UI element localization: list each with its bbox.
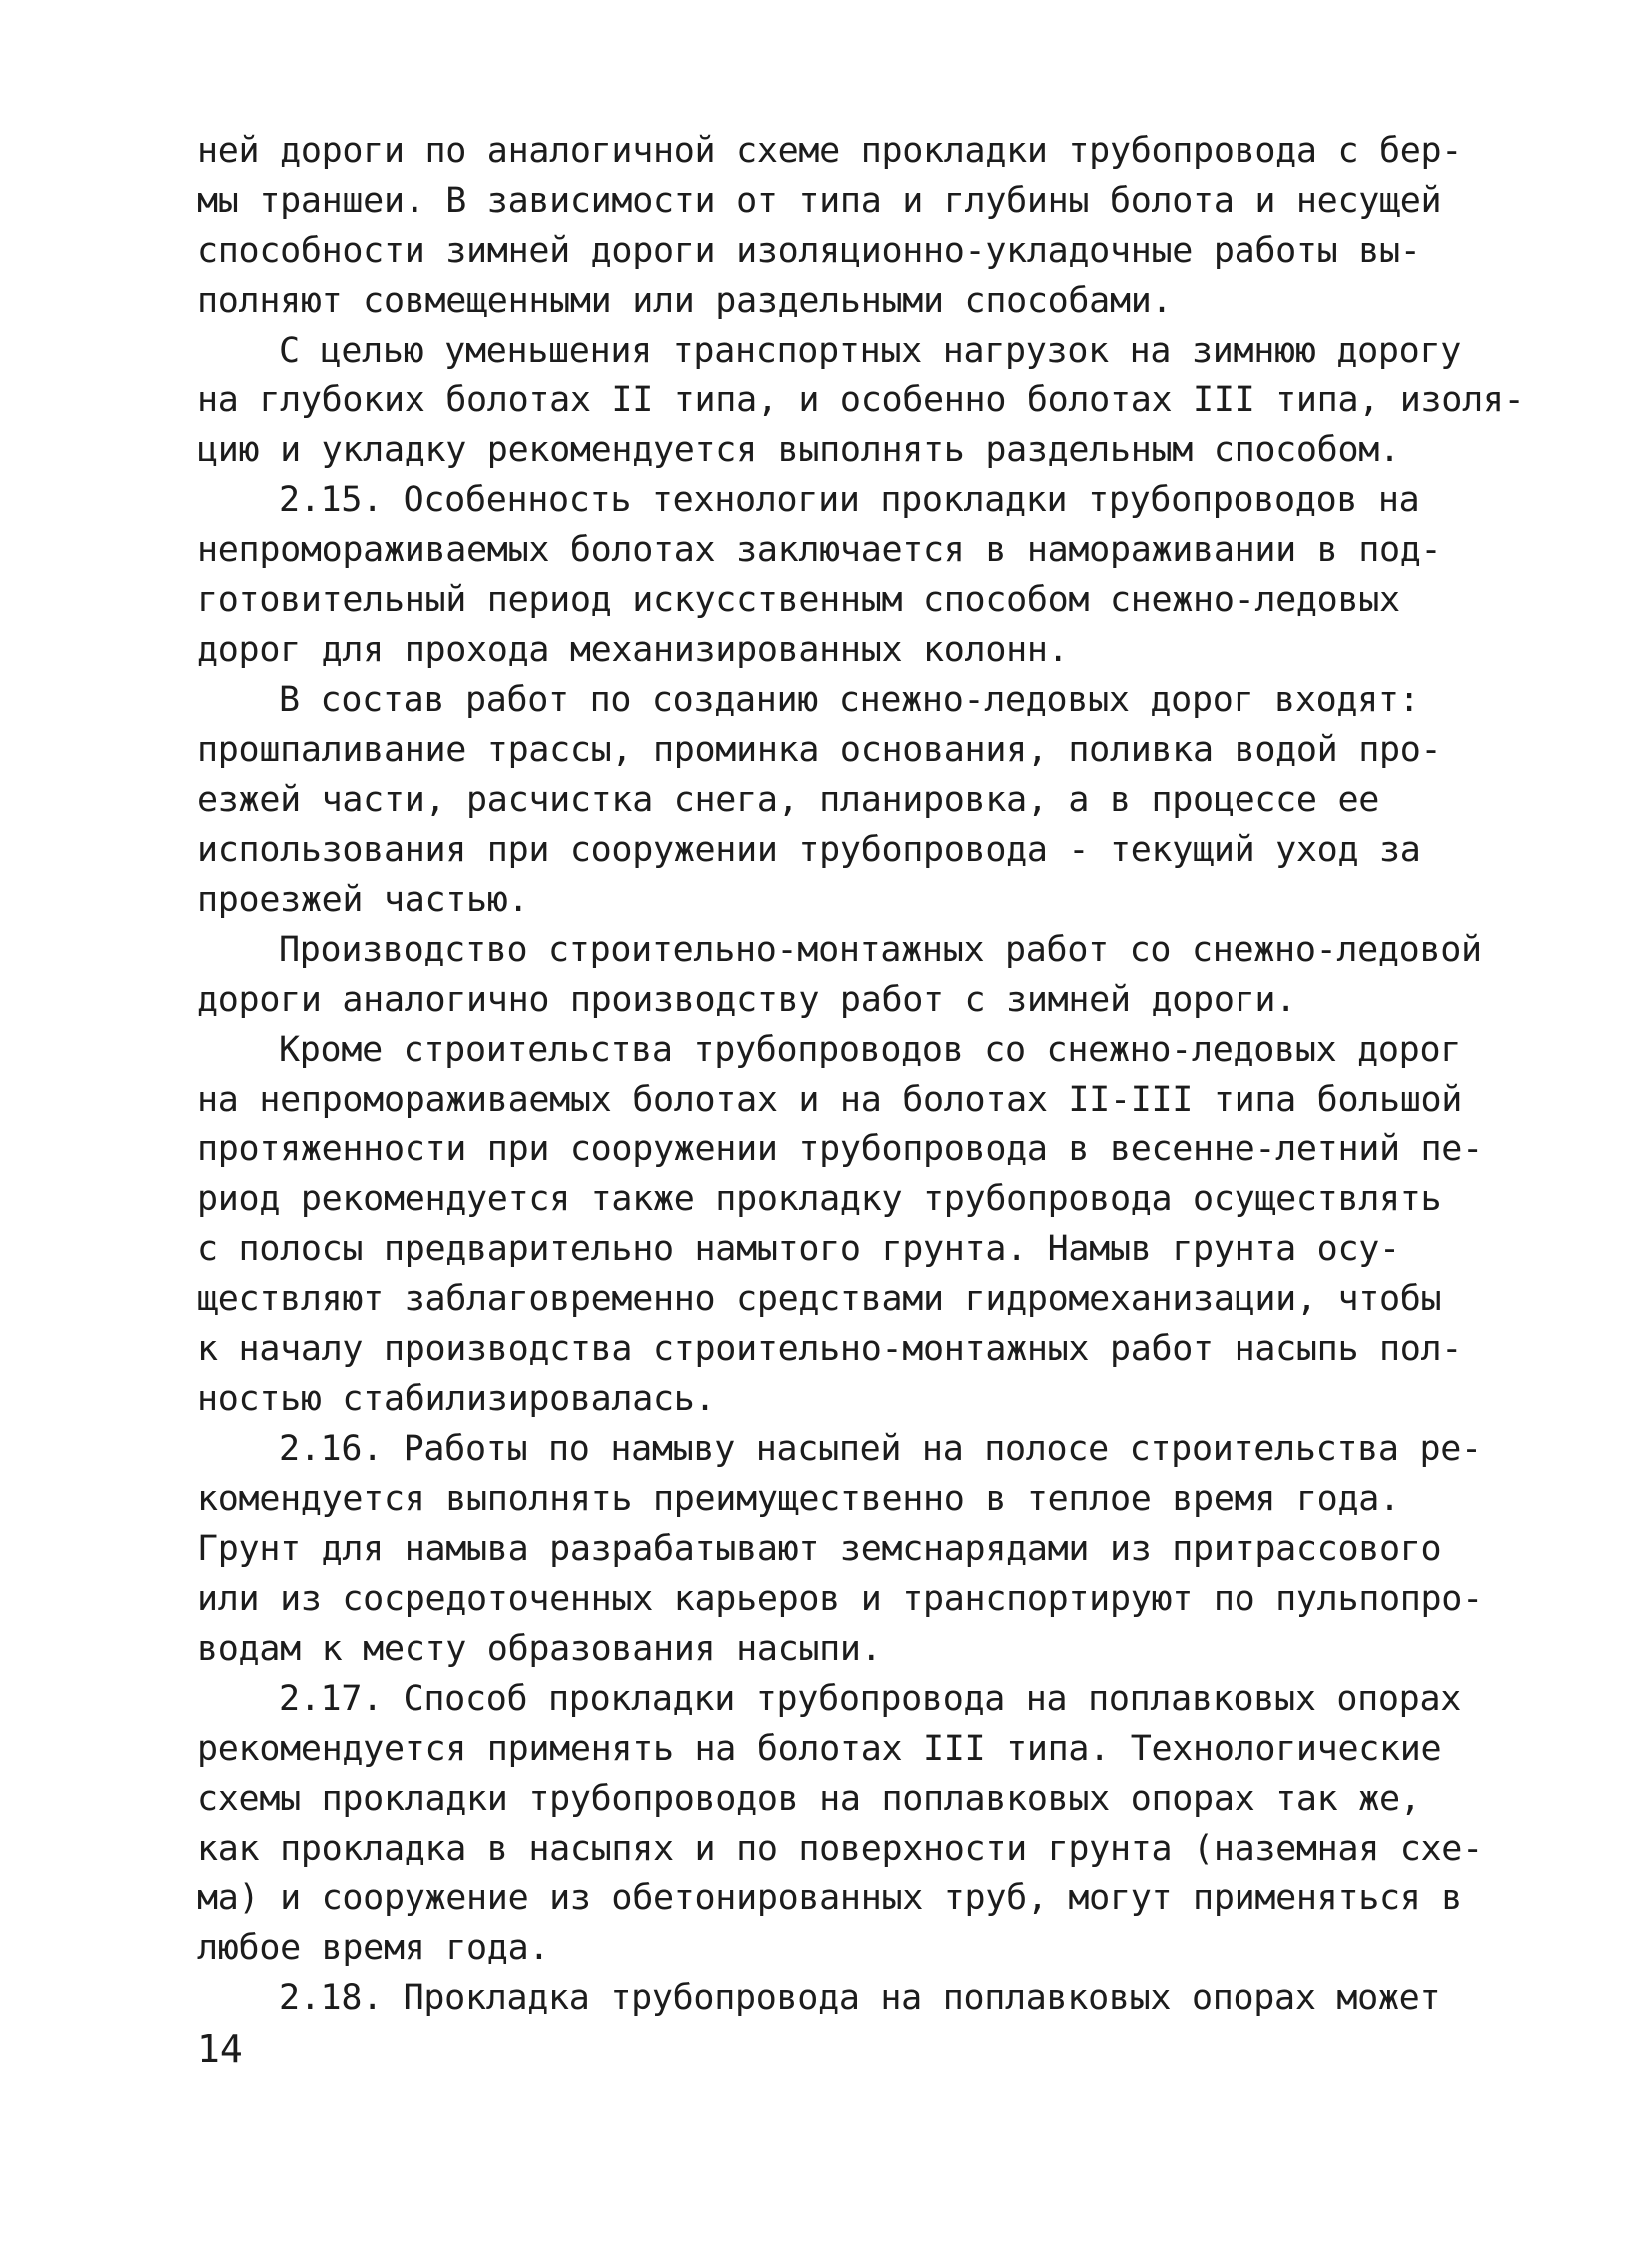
text-line: как прокладка в насыпях и по поверхности грунта (наземная схе- <box>197 1829 1483 1868</box>
text-line: В состав работ по созданию снежно-ледовых дорог входят: <box>279 680 1420 720</box>
text-line: схемы прокладки трубопроводов на поплавковых опорах так же, <box>197 1779 1421 1819</box>
text-line: к началу производства строительно-монтажных работ насыпь пол- <box>197 1329 1463 1369</box>
text-line: водам к месту образования насыпи. <box>197 1629 882 1669</box>
text-line: 2.16. Работы по намыву насыпей на полосе строительства ре- <box>279 1429 1482 1469</box>
text-line: Кроме строительства трубопроводов со снежно-ледовых дорог <box>279 1030 1461 1070</box>
text-line: дороги аналогично производству работ с зимней дороги. <box>197 980 1296 1020</box>
text-line: ней дороги по аналогичной схеме прокладки трубопровода с бер- <box>197 131 1463 171</box>
text-line: готовительный период искусственным способом снежно-ледовых <box>197 580 1400 620</box>
text-line: рекомендуется применять на болотах III типа. Технологические <box>197 1729 1442 1769</box>
text-line: комендуется выполнять преимущественно в теплое время года. <box>197 1479 1400 1519</box>
text-line: Производство строительно-монтажных работ со снежно-ледовой <box>279 930 1482 970</box>
text-line: мы траншеи. В зависимости от типа и глубины болота и несущей <box>197 181 1442 221</box>
text-line: любое время года. <box>197 1928 550 1968</box>
text-line: способности зимней дороги изоляционно-укладочные работы вы- <box>197 231 1421 271</box>
text-line: полняют совмещенными или раздельными способами. <box>197 281 1173 321</box>
text-line: С целью уменьшения транспортных нагрузок на зимнюю дорогу <box>279 331 1461 371</box>
text-line: прошпаливание трассы, проминка основания, поливка водой про- <box>197 730 1442 770</box>
text-line: на непромораживаемых болотах и на болотах II-III типа большой <box>197 1080 1463 1120</box>
text-line: риод рекомендуется также прокладку трубопровода осуществлять <box>197 1179 1442 1219</box>
text-line: проезжей частью. <box>197 880 529 920</box>
text-line: дорог для прохода механизированных колонн. <box>197 630 1069 670</box>
text-line: ществляют заблаговременно средствами гидромеханизации, чтобы <box>197 1279 1442 1319</box>
text-line: 2.15. Особенность технологии прокладки трубопроводов на <box>279 480 1420 520</box>
text-line: 2.17. Способ прокладки трубопровода на поплавковых опорах <box>279 1679 1461 1719</box>
text-line: с полосы предварительно намытого грунта. Намыв грунта осу- <box>197 1229 1400 1269</box>
text-line: на глубоких болотах II типа, и особенно болотах III типа, изоля- <box>197 380 1525 420</box>
text-line: или из сосредоточенных карьеров и транспортируют по пульпопро- <box>197 1579 1483 1619</box>
page-number: 14 <box>197 2027 243 2071</box>
text-line: 2.18. Прокладка трубопровода на поплавковых опорах может <box>279 1978 1441 2018</box>
text-line: ма) и сооружение из обетонированных труб, могут применяться в <box>197 1878 1463 1918</box>
text-line: Грунт для намыва разрабатывают земснарядами из притрассового <box>197 1529 1442 1569</box>
text-line: непромораживаемых болотах заключается в намораживании в под- <box>197 530 1442 570</box>
text-line: протяженности при сооружении трубопровода в весенне-летний пе- <box>197 1129 1483 1169</box>
text-line: цию и укладку рекомендуется выполнять раздельным способом. <box>197 430 1400 470</box>
text-line: использования при сооружении трубопровода - текущий уход за <box>197 830 1421 870</box>
text-line: ностью стабилизировалась. <box>197 1379 716 1419</box>
text-line: езжей части, расчистка снега, планировка, а в процессе ее <box>197 780 1379 820</box>
